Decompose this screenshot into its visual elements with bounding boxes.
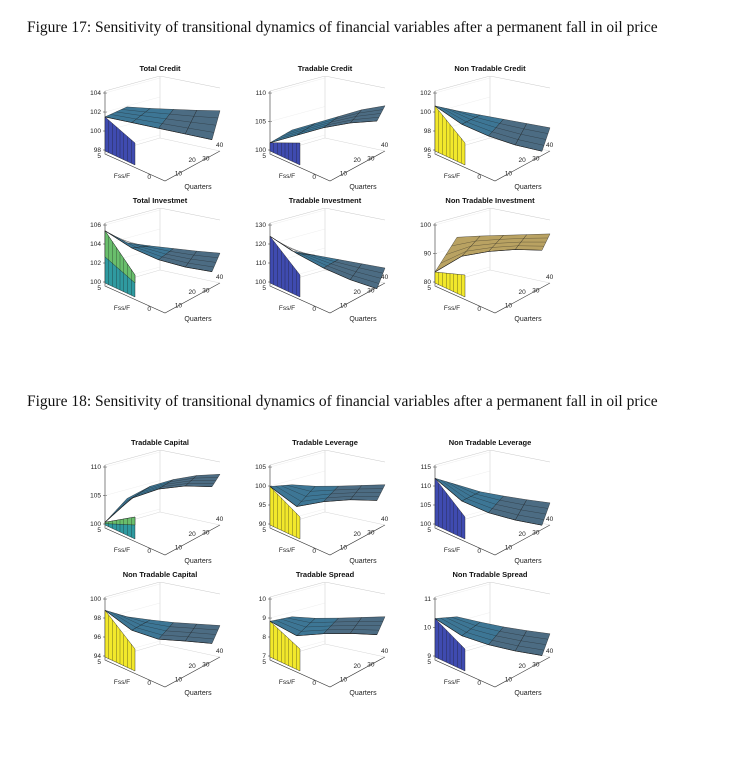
back-frame bbox=[270, 582, 385, 597]
x-axis-label: Quarters bbox=[514, 558, 542, 565]
x-tick-label: 40 bbox=[546, 516, 554, 523]
x-tick-label: 30 bbox=[202, 530, 210, 537]
depth-tick-label: 5 bbox=[262, 659, 266, 666]
y-tick-label: 95 bbox=[259, 502, 267, 509]
x-tick-label: 20 bbox=[189, 157, 197, 164]
x-tick-label: 30 bbox=[367, 662, 375, 669]
surface-plot bbox=[70, 450, 245, 568]
depth-axis-label: Fss/F bbox=[444, 305, 460, 312]
x-axis-label: Quarters bbox=[514, 184, 542, 191]
y-tick-label: 110 bbox=[256, 260, 267, 267]
depth-tick-label: 0 bbox=[477, 174, 481, 181]
y-tick-label: 90 bbox=[424, 251, 432, 258]
x-tick-label: 40 bbox=[546, 648, 554, 655]
surface-plot bbox=[235, 76, 410, 194]
grid-line bbox=[270, 603, 325, 618]
subplot-non-tradable-investment bbox=[400, 196, 580, 356]
depth-tick-label: 5 bbox=[262, 527, 266, 534]
x-axis-label: Quarters bbox=[514, 690, 542, 697]
y-tick-label: 102 bbox=[90, 109, 101, 116]
depth-tick-label: 5 bbox=[262, 285, 266, 292]
y-tick-label: 8 bbox=[262, 634, 266, 641]
surface-plot bbox=[70, 582, 245, 700]
depth-axis-label: Fss/F bbox=[114, 679, 130, 686]
x-tick-label: 30 bbox=[367, 530, 375, 537]
x-tick-label: 30 bbox=[532, 530, 540, 537]
y-tick-label: 10 bbox=[259, 596, 267, 603]
y-tick-label: 98 bbox=[424, 128, 432, 135]
subplot-non-tradable-spread bbox=[400, 570, 580, 730]
surface-plot bbox=[70, 76, 245, 194]
depth-axis-label: Fss/F bbox=[114, 547, 130, 554]
x-tick-label: 20 bbox=[519, 531, 527, 538]
subplot-title: Total Investmet bbox=[70, 196, 250, 205]
y-tick-label: 9 bbox=[427, 653, 431, 660]
surface-front-edge bbox=[105, 486, 212, 522]
x-tick-label: 10 bbox=[340, 171, 348, 178]
x-tick-label: 10 bbox=[175, 677, 183, 684]
grid-line bbox=[435, 210, 490, 225]
x-axis-label: Quarters bbox=[184, 690, 212, 697]
depth-tick-label: 5 bbox=[97, 659, 101, 666]
y-tick-label: 100 bbox=[255, 279, 266, 286]
x-tick-label: 40 bbox=[546, 142, 554, 149]
y-tick-label: 100 bbox=[90, 128, 101, 135]
back-frame bbox=[270, 208, 385, 223]
x-tick-label: 20 bbox=[519, 289, 527, 296]
surface-plot bbox=[70, 208, 245, 326]
depth-axis-label: Fss/F bbox=[279, 547, 295, 554]
depth-tick-label: 5 bbox=[427, 285, 431, 292]
floor-line bbox=[160, 138, 220, 151]
subplot-title: Non Tradable Spread bbox=[400, 570, 580, 579]
x-tick-label: 30 bbox=[367, 156, 375, 163]
depth-tick-label: 0 bbox=[312, 548, 316, 555]
x-tick-label: 40 bbox=[216, 274, 224, 281]
x-tick-label: 20 bbox=[189, 531, 197, 538]
depth-tick-label: 5 bbox=[427, 153, 431, 160]
surface-plot bbox=[400, 208, 575, 326]
x-tick-label: 20 bbox=[519, 157, 527, 164]
floor-line bbox=[160, 270, 220, 283]
grid-line bbox=[270, 471, 325, 486]
depth-axis-label: Fss/F bbox=[279, 173, 295, 180]
x-tick-label: 30 bbox=[532, 288, 540, 295]
grid-line bbox=[435, 78, 490, 93]
grid-line bbox=[270, 78, 325, 93]
y-tick-label: 7 bbox=[262, 653, 266, 660]
y-tick-label: 120 bbox=[255, 241, 266, 248]
subplot-title: Total Credit bbox=[70, 64, 250, 73]
y-tick-label: 102 bbox=[420, 90, 431, 97]
y-tick-label: 105 bbox=[255, 119, 266, 126]
figure-18-grid bbox=[70, 438, 630, 758]
subplot-title: Tradable Spread bbox=[235, 570, 415, 579]
y-tick-label: 105 bbox=[90, 493, 101, 500]
floor-line bbox=[325, 138, 385, 151]
surface-plot bbox=[400, 76, 575, 194]
back-frame bbox=[435, 450, 550, 465]
x-tick-label: 20 bbox=[189, 663, 197, 670]
subplot-title: Non Tradable Capital bbox=[70, 570, 250, 579]
depth-tick-label: 0 bbox=[477, 306, 481, 313]
mesh-line bbox=[281, 244, 306, 255]
y-tick-label: 100 bbox=[420, 521, 431, 528]
y-tick-label: 105 bbox=[255, 464, 266, 471]
x-tick-label: 10 bbox=[175, 545, 183, 552]
x-tick-label: 40 bbox=[381, 516, 389, 523]
x-axis-label: Quarters bbox=[184, 316, 212, 323]
back-frame bbox=[105, 76, 220, 91]
x-tick-label: 30 bbox=[202, 288, 210, 295]
depth-tick-label: 5 bbox=[427, 527, 431, 534]
x-tick-label: 10 bbox=[175, 303, 183, 310]
depth-tick-label: 5 bbox=[427, 659, 431, 666]
y-tick-label: 130 bbox=[255, 222, 266, 229]
grid-line bbox=[435, 452, 490, 467]
y-tick-label: 100 bbox=[420, 109, 431, 116]
y-tick-label: 105 bbox=[420, 502, 431, 509]
x-tick-label: 10 bbox=[340, 303, 348, 310]
x-tick-label: 30 bbox=[367, 288, 375, 295]
subplot-title: Non Tradable Credit bbox=[400, 64, 580, 73]
grid-line bbox=[105, 584, 160, 599]
y-tick-label: 102 bbox=[90, 260, 101, 267]
x-tick-label: 40 bbox=[381, 648, 389, 655]
y-tick-label: 104 bbox=[90, 241, 101, 248]
x-tick-label: 20 bbox=[519, 663, 527, 670]
depth-tick-label: 0 bbox=[147, 680, 151, 687]
y-tick-label: 98 bbox=[94, 147, 102, 154]
surface-patch bbox=[132, 480, 174, 499]
y-tick-label: 90 bbox=[259, 521, 267, 528]
depth-tick-label: 0 bbox=[312, 306, 316, 313]
x-axis-label: Quarters bbox=[349, 184, 377, 191]
x-tick-label: 40 bbox=[546, 274, 554, 281]
y-tick-label: 110 bbox=[421, 483, 432, 490]
x-axis-label: Quarters bbox=[184, 184, 212, 191]
grid-line bbox=[270, 210, 325, 225]
figure-17-grid bbox=[70, 64, 630, 384]
x-tick-label: 40 bbox=[381, 274, 389, 281]
x-tick-label: 10 bbox=[505, 303, 513, 310]
y-tick-label: 100 bbox=[90, 596, 101, 603]
figure-18-caption: Figure 18: Sensitivity of transitional dynamics of financial variables after a permanent fall in oil price bbox=[27, 392, 707, 412]
grid-line bbox=[105, 78, 160, 93]
surface-plot bbox=[235, 450, 410, 568]
depth-tick-label: 5 bbox=[262, 153, 266, 160]
depth-tick-label: 5 bbox=[97, 285, 101, 292]
x-tick-label: 30 bbox=[202, 156, 210, 163]
floor-line bbox=[325, 512, 385, 525]
back-frame bbox=[105, 582, 220, 597]
grid-line bbox=[270, 107, 325, 122]
y-tick-label: 110 bbox=[256, 90, 267, 97]
surface-plot bbox=[235, 582, 410, 700]
grid-line bbox=[105, 452, 160, 467]
subplot-total-investmet bbox=[70, 196, 250, 356]
y-tick-label: 110 bbox=[91, 464, 102, 471]
depth-axis-label: Fss/F bbox=[444, 173, 460, 180]
x-axis-label: Quarters bbox=[184, 558, 212, 565]
x-tick-label: 10 bbox=[340, 677, 348, 684]
depth-axis-label: Fss/F bbox=[114, 173, 130, 180]
grid-line bbox=[105, 229, 160, 244]
subplot-title: Tradable Leverage bbox=[235, 438, 415, 447]
y-tick-label: 115 bbox=[421, 464, 432, 471]
subplot-title: Non Tradable Leverage bbox=[400, 438, 580, 447]
x-tick-label: 40 bbox=[216, 142, 224, 149]
depth-tick-label: 5 bbox=[97, 153, 101, 160]
y-tick-label: 9 bbox=[262, 615, 266, 622]
x-axis-label: Quarters bbox=[514, 316, 542, 323]
grid-line bbox=[105, 210, 160, 225]
y-tick-label: 96 bbox=[94, 634, 102, 641]
y-tick-label: 96 bbox=[424, 147, 432, 154]
x-tick-label: 20 bbox=[354, 289, 362, 296]
y-tick-label: 80 bbox=[424, 279, 432, 286]
depth-tick-label: 0 bbox=[312, 174, 316, 181]
depth-tick-label: 0 bbox=[477, 548, 481, 555]
x-tick-label: 40 bbox=[381, 142, 389, 149]
depth-tick-label: 0 bbox=[147, 548, 151, 555]
depth-tick-label: 0 bbox=[147, 174, 151, 181]
subplot-title: Tradable Capital bbox=[70, 438, 250, 447]
subplot-tradable-investment bbox=[235, 196, 415, 356]
y-tick-label: 100 bbox=[420, 222, 431, 229]
depth-tick-label: 5 bbox=[97, 527, 101, 534]
surface-plot bbox=[400, 450, 575, 568]
x-tick-label: 10 bbox=[505, 171, 513, 178]
floor-line bbox=[325, 644, 385, 657]
floor-line bbox=[160, 512, 220, 525]
x-tick-label: 40 bbox=[216, 516, 224, 523]
figure-17-caption: Figure 17: Sensitivity of transitional dynamics of financial variables after a permanent fall in oil price bbox=[27, 18, 707, 38]
x-tick-label: 10 bbox=[175, 171, 183, 178]
x-axis-label: Quarters bbox=[349, 316, 377, 323]
back-frame bbox=[435, 208, 550, 223]
grid-line bbox=[270, 452, 325, 467]
x-tick-label: 20 bbox=[354, 531, 362, 538]
x-tick-label: 10 bbox=[505, 677, 513, 684]
floor-line bbox=[490, 270, 550, 283]
back-frame bbox=[435, 582, 550, 597]
x-tick-label: 30 bbox=[532, 156, 540, 163]
x-tick-label: 40 bbox=[216, 648, 224, 655]
depth-axis-label: Fss/F bbox=[279, 305, 295, 312]
y-tick-label: 100 bbox=[90, 279, 101, 286]
x-tick-label: 30 bbox=[202, 662, 210, 669]
y-tick-label: 10 bbox=[424, 625, 432, 632]
depth-axis-label: Fss/F bbox=[444, 547, 460, 554]
depth-axis-label: Fss/F bbox=[114, 305, 130, 312]
x-tick-label: 10 bbox=[340, 545, 348, 552]
back-frame bbox=[270, 76, 385, 91]
y-tick-label: 94 bbox=[94, 653, 102, 660]
x-tick-label: 20 bbox=[354, 663, 362, 670]
depth-axis-label: Fss/F bbox=[444, 679, 460, 686]
y-tick-label: 100 bbox=[255, 147, 266, 154]
subplot-title: Tradable Investment bbox=[235, 196, 415, 205]
x-axis-label: Quarters bbox=[349, 558, 377, 565]
subplot-tradable-spread bbox=[235, 570, 415, 730]
subplot-title: Non Tradable Investment bbox=[400, 196, 580, 205]
y-tick-label: 100 bbox=[90, 521, 101, 528]
x-tick-label: 30 bbox=[532, 662, 540, 669]
subplot-title: Tradable Credit bbox=[235, 64, 415, 73]
subplot-non-tradable-capital bbox=[70, 570, 250, 730]
y-tick-label: 106 bbox=[90, 222, 101, 229]
back-frame bbox=[105, 450, 220, 465]
x-tick-label: 20 bbox=[354, 157, 362, 164]
floor-line bbox=[160, 644, 220, 657]
depth-axis-label: Fss/F bbox=[279, 679, 295, 686]
x-tick-label: 20 bbox=[189, 289, 197, 296]
surface-plot bbox=[235, 208, 410, 326]
back-frame bbox=[270, 450, 385, 465]
grid-line bbox=[435, 584, 490, 599]
x-axis-label: Quarters bbox=[349, 690, 377, 697]
depth-tick-label: 0 bbox=[477, 680, 481, 687]
x-tick-label: 10 bbox=[505, 545, 513, 552]
y-tick-label: 98 bbox=[94, 615, 102, 622]
y-tick-label: 11 bbox=[424, 596, 431, 603]
grid-line bbox=[270, 584, 325, 599]
back-frame bbox=[105, 208, 220, 223]
back-frame bbox=[435, 76, 550, 91]
depth-tick-label: 0 bbox=[312, 680, 316, 687]
depth-tick-label: 0 bbox=[147, 306, 151, 313]
y-tick-label: 100 bbox=[255, 483, 266, 490]
surface-plot bbox=[400, 582, 575, 700]
y-tick-label: 104 bbox=[90, 90, 101, 97]
